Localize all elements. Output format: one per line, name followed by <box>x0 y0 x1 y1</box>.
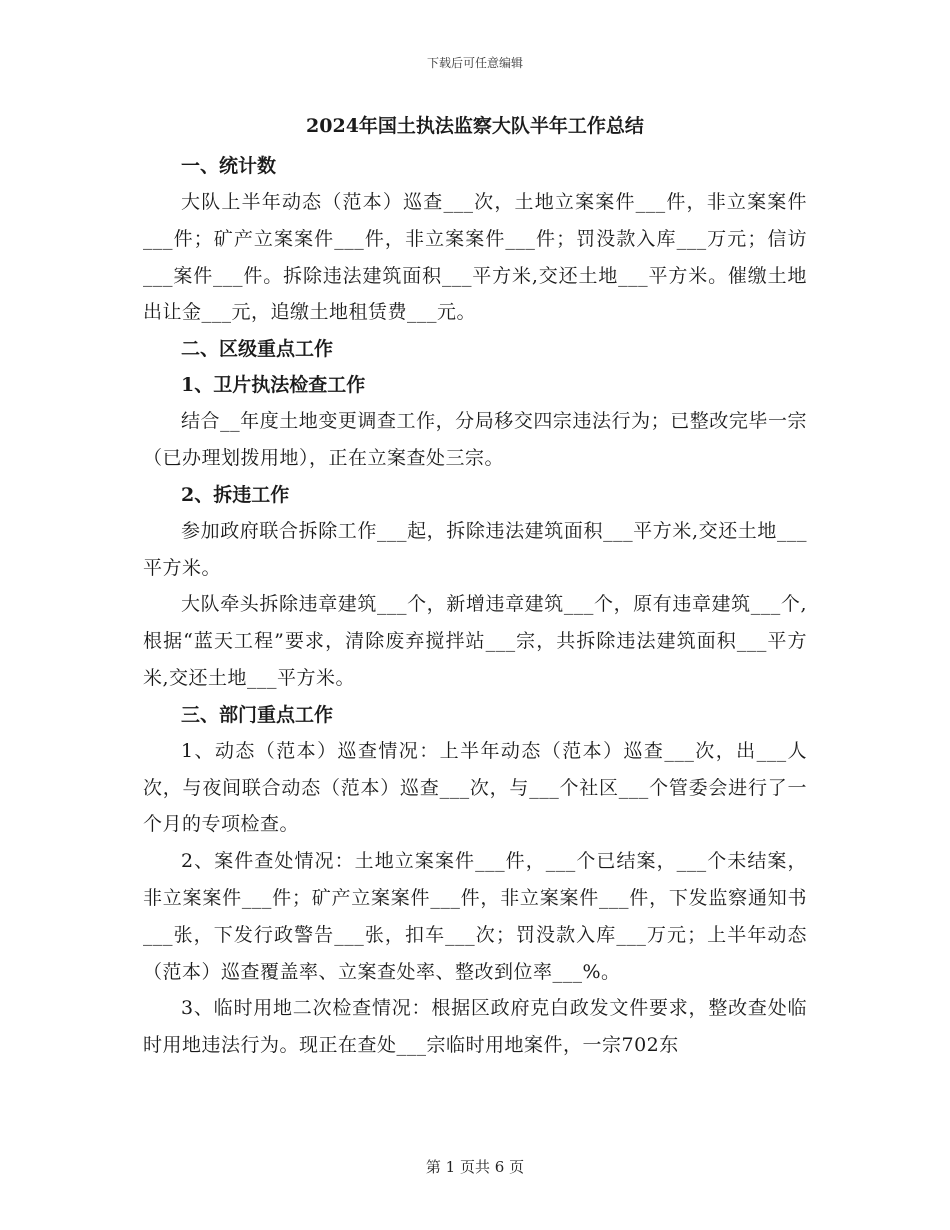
page-footer: 第 1 页共 6 页 <box>425 1158 525 1176</box>
paragraph-temporary-land: 3、临时用地二次检查情况：根据区政府克白政发文件要求，整改查处临时用地违法行为。现正在查处___宗临时用地案件，一宗702东 <box>143 997 807 1057</box>
subsection-heading-satellite: 1、卫片执法检查工作 <box>181 374 366 397</box>
paragraph-patrol: 1、动态（范本）巡查情况：上半年动态（范本）巡查___次，出___人次，与夜间联合动态（范本）巡查___次，与___个社区___个管委会进行了一个月的专项检查。 <box>143 739 807 836</box>
page-header: 下载后可任意编辑 <box>426 56 523 70</box>
section-heading-district-work: 二、区级重点工作 <box>181 338 334 361</box>
section-heading-department-work: 三、部门重点工作 <box>181 703 334 726</box>
paragraph-statistics: 大队上半年动态（范本）巡查___次，土地立案案件___件，非立案案件___件；矿产立案案件___件，非立案案件___件；罚没款入库___万元；信访___案件___件。拆除违法建筑面积___平方米,交还土地___平方米。催缴土地出让金___元，追缴土地租赁费___元。 <box>143 191 807 324</box>
document-title: 2024年国土执法监察大队半年工作总结 <box>306 115 644 137</box>
paragraph-case-handling: 2、案件查处情况：土地立案案件___件，___个已结案，___个未结案，非立案案件___件；矿产立案案件___件，非立案案件___件，下发监察通知书___张，下发行政警告___张，扣车___次；罚没款入库___万元；上半年动态（范本）巡查覆盖率、立案查处率、整改到位率___%。 <box>143 850 807 983</box>
document-body <box>143 112 807 1064</box>
section-heading-statistics: 一、统计数 <box>181 155 277 177</box>
paragraph-demolition-joint: 参加政府联合拆除工作___起，拆除违法建筑面积___平方米,交还土地___平方米。 <box>143 519 807 579</box>
paragraph-satellite: 结合__年度土地变更调查工作，分局移交四宗违法行为；已整改完毕一宗（已办理划拨用地），正在立案查处三宗。 <box>143 410 807 469</box>
paragraph-demolition-lead: 大队牵头拆除违章建筑___个，新增违章建筑___个，原有违章建筑___个,根据“蓝天工程”要求，清除废弃搅拌站___宗，共拆除违法建筑面积___平方米,交还土地___平方米。 <box>143 593 807 689</box>
subsection-heading-demolition: 2、拆违工作 <box>181 483 290 506</box>
